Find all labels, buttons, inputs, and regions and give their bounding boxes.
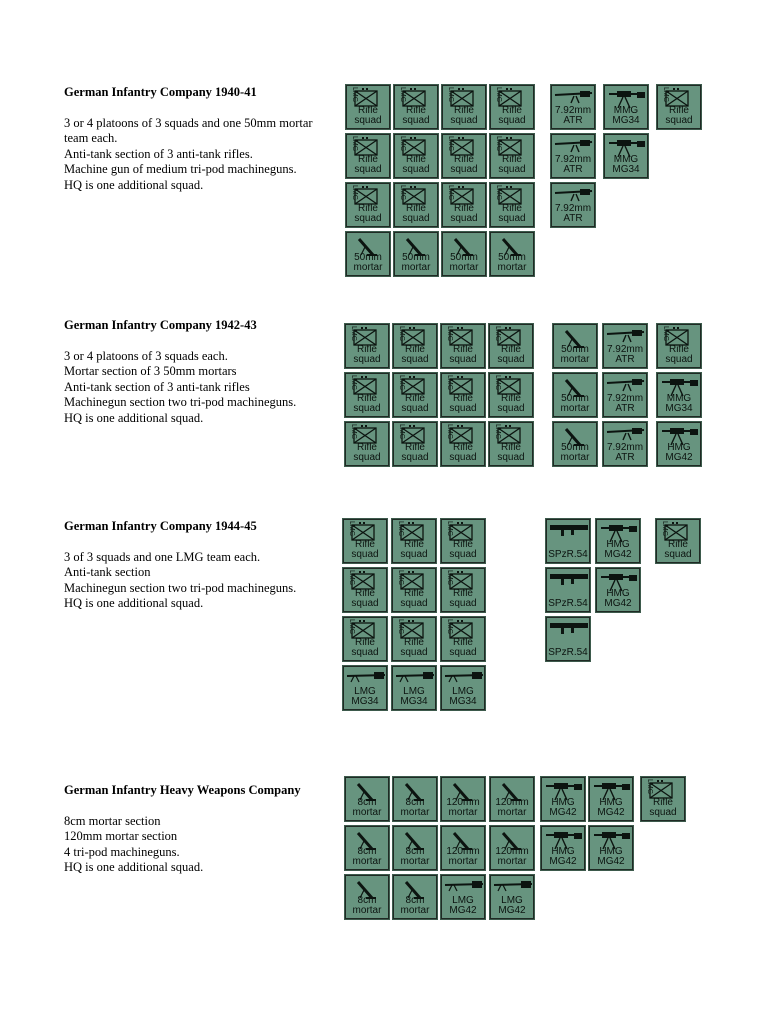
unit-counter bbox=[441, 875, 485, 919]
svg-text:LMG: LMG bbox=[351, 136, 358, 152]
svg-text:LMG: LMG bbox=[447, 87, 454, 103]
counter-label-line: MG42 bbox=[498, 905, 526, 916]
counter-label-line: squad bbox=[665, 354, 693, 365]
counter-label bbox=[491, 896, 533, 916]
counter-label bbox=[442, 798, 484, 818]
counter-label-line: MG42 bbox=[665, 452, 693, 463]
svg-text:LMG: LMG bbox=[446, 424, 453, 440]
description-line: HQ is one additional squad. bbox=[64, 177, 204, 192]
counter-label-line: 7.92mm bbox=[554, 154, 592, 165]
counter-label-line: 50mm bbox=[354, 252, 382, 263]
svg-text:LMG: LMG bbox=[348, 619, 355, 635]
counter-label-line: 8cm bbox=[405, 797, 425, 808]
counter-label-line: 50mm bbox=[450, 252, 478, 263]
counter-label-line: squad bbox=[449, 598, 477, 609]
counter-label-line: Rifle bbox=[354, 637, 375, 648]
counter-label-line: HMG bbox=[606, 539, 630, 550]
counter-label-line: squad bbox=[402, 213, 430, 224]
unit-counter bbox=[441, 826, 485, 870]
unit-counter bbox=[393, 826, 437, 870]
counter-label-line: Rifle bbox=[404, 442, 425, 453]
counter-label-line: squad bbox=[497, 452, 525, 463]
counter-label-line: MMG bbox=[613, 154, 639, 165]
counter-label-line: squad bbox=[649, 807, 677, 818]
counter-label-line: Rifle bbox=[452, 539, 473, 550]
counter-label bbox=[590, 798, 632, 818]
counter-label-line: Rifle bbox=[356, 442, 377, 453]
svg-text:LMG: LMG bbox=[350, 424, 357, 440]
counter-label-line: 7.92mm bbox=[606, 442, 644, 453]
counter-label-line: mortar bbox=[400, 807, 430, 818]
counter-label-line: mortar bbox=[449, 262, 479, 273]
counter-label-line: Rifle bbox=[452, 588, 473, 599]
unit-counter bbox=[490, 777, 534, 821]
counter-label-line: squad bbox=[498, 213, 526, 224]
unit-counter bbox=[589, 777, 633, 821]
counter-label-line: Rifle bbox=[500, 393, 521, 404]
counter-label-line: 50mm bbox=[561, 442, 589, 453]
description-line: Mortar section of 3 50mm mortars bbox=[64, 364, 237, 378]
svg-text:LMG: LMG bbox=[348, 570, 355, 586]
counter-label-line: Rifle bbox=[404, 344, 425, 355]
svg-text:LMG: LMG bbox=[397, 619, 404, 635]
counter-label-line: squad bbox=[449, 452, 477, 463]
unit-counter bbox=[393, 875, 437, 919]
counter-label-line: 7.92mm bbox=[554, 105, 592, 116]
counter-label-line: mortar bbox=[353, 262, 383, 273]
counter-label bbox=[491, 847, 533, 867]
counter-label-line: Rifle bbox=[501, 105, 522, 116]
counter-label-line: Rifle bbox=[452, 393, 473, 404]
description-line: Machinegun section two tri-pod machineguns. bbox=[64, 395, 297, 409]
svg-text:LMG: LMG bbox=[398, 326, 405, 342]
counter-label-line: MG42 bbox=[597, 807, 625, 818]
description-line: 120mm mortar section bbox=[64, 829, 178, 843]
unit-counter bbox=[490, 826, 534, 870]
counter-label-line: Rifle bbox=[453, 154, 474, 165]
svg-text:LMG: LMG bbox=[661, 521, 668, 537]
description-line: 3 or 4 platoons of 3 squads each. bbox=[64, 348, 228, 363]
counter-label-line: squad bbox=[498, 164, 526, 175]
counter-label-line: 50mm bbox=[561, 393, 589, 404]
counter-label-line: Rifle bbox=[668, 105, 689, 116]
counter-label-line: Rifle bbox=[354, 539, 375, 550]
counter-label-line: Rifle bbox=[405, 105, 426, 116]
counter-label bbox=[346, 896, 388, 916]
counter-label-line: squad bbox=[450, 164, 478, 175]
counter-label-line: MG34 bbox=[351, 696, 379, 707]
counter-label-line: mortar bbox=[448, 856, 478, 867]
counter-label-line: MG34 bbox=[449, 696, 477, 707]
counter-label bbox=[394, 847, 436, 867]
counter-label-line: squad bbox=[402, 115, 430, 126]
counter-label-line: MG34 bbox=[612, 115, 640, 126]
counter-label-line: squad bbox=[665, 115, 693, 126]
counter-label-line: ATR bbox=[563, 164, 583, 175]
svg-text:LMG: LMG bbox=[662, 326, 669, 342]
description-line: HQ is one additional squad. bbox=[64, 596, 204, 610]
counter-label-line: squad bbox=[402, 164, 430, 175]
description-line: 4 tri-pod machineguns. bbox=[64, 844, 180, 859]
counter-label-line: Rifle bbox=[356, 344, 377, 355]
unit-counter bbox=[441, 777, 485, 821]
svg-text:LMG: LMG bbox=[494, 375, 501, 391]
svg-text:LMG: LMG bbox=[495, 136, 502, 152]
counter-label bbox=[442, 847, 484, 867]
counter-label-line: HMG bbox=[599, 846, 623, 857]
company-description bbox=[64, 783, 339, 876]
counter-label-line: mortar bbox=[352, 905, 382, 916]
company-title: German Infantry Company 1944-45 bbox=[64, 519, 257, 533]
counter-label bbox=[590, 847, 632, 867]
svg-text:LMG: LMG bbox=[446, 326, 453, 342]
unit-counter bbox=[345, 777, 389, 821]
counter-label-line: squad bbox=[400, 647, 428, 658]
counter-label-line: squad bbox=[351, 549, 379, 560]
unit-counter bbox=[393, 777, 437, 821]
svg-text:LMG: LMG bbox=[351, 87, 358, 103]
counter-label-line: mortar bbox=[560, 354, 590, 365]
counter-label-line: MG42 bbox=[449, 905, 477, 916]
counter-label-line: SPzR.54 bbox=[548, 647, 588, 658]
counter-label-line: mortar bbox=[401, 262, 431, 273]
counter-label-line: SPzR.54 bbox=[548, 598, 588, 609]
unit-counter bbox=[490, 875, 534, 919]
counter-label bbox=[642, 798, 684, 818]
svg-text:LMG: LMG bbox=[350, 326, 357, 342]
counter-label-line: mortar bbox=[560, 403, 590, 414]
counter-label-line: squad bbox=[498, 115, 526, 126]
counter-label-line: squad bbox=[353, 354, 381, 365]
counter-label-line: LMG bbox=[452, 895, 474, 906]
counter-label-line: ATR bbox=[615, 354, 635, 365]
counter-label-line: HMG bbox=[667, 442, 691, 453]
counter-label-line: Rifle bbox=[500, 442, 521, 453]
svg-text:LMG: LMG bbox=[398, 375, 405, 391]
counter-label-line: mortar bbox=[400, 856, 430, 867]
counter-label-line: squad bbox=[400, 549, 428, 560]
counter-label-line: squad bbox=[497, 403, 525, 414]
counter-label-line: mortar bbox=[497, 262, 527, 273]
counter-label-line: LMG bbox=[452, 686, 474, 697]
counter-label-line: MG42 bbox=[604, 598, 632, 609]
counter-label-line: Rifle bbox=[668, 344, 689, 355]
svg-text:LMG: LMG bbox=[495, 87, 502, 103]
unit-counter bbox=[541, 777, 585, 821]
description-line: Anti-tank section of 3 anti-tank rifles. bbox=[64, 146, 253, 161]
svg-text:LMG: LMG bbox=[447, 136, 454, 152]
unit-counter bbox=[345, 875, 389, 919]
counter-label-line: Rifle bbox=[354, 588, 375, 599]
description-line: team each. bbox=[64, 131, 118, 145]
counter-label-line: 120mm bbox=[495, 846, 529, 857]
counter-label-line: Rifle bbox=[405, 203, 426, 214]
svg-text:LMG: LMG bbox=[446, 570, 453, 586]
counter-label bbox=[346, 847, 388, 867]
svg-text:LMG: LMG bbox=[348, 521, 355, 537]
counter-label-line: squad bbox=[450, 115, 478, 126]
counter-label-line: SPzR.54 bbox=[548, 549, 588, 560]
counter-label-line: squad bbox=[401, 354, 429, 365]
counter-label-line: mortar bbox=[400, 905, 430, 916]
counter-label-line: HMG bbox=[606, 588, 630, 599]
counter-label-line: MG34 bbox=[612, 164, 640, 175]
counter-label-line: 120mm bbox=[446, 846, 480, 857]
svg-text:LMG: LMG bbox=[397, 570, 404, 586]
svg-text:LMG: LMG bbox=[397, 521, 404, 537]
counter-label-line: squad bbox=[353, 403, 381, 414]
counter-label-line: MG42 bbox=[549, 807, 577, 818]
counter-label-line: Rifle bbox=[403, 637, 424, 648]
counter-label-line: mortar bbox=[497, 856, 527, 867]
counter-label bbox=[394, 896, 436, 916]
counter-label-line: 50mm bbox=[561, 344, 589, 355]
svg-text:LMG: LMG bbox=[447, 185, 454, 201]
counter-label-line: squad bbox=[449, 354, 477, 365]
counter-label-line: Rifle bbox=[500, 344, 521, 355]
company-title: German Infantry Company 1940-41 bbox=[64, 85, 257, 99]
counter-label-line: 50mm bbox=[498, 252, 526, 263]
svg-text:LMG: LMG bbox=[446, 521, 453, 537]
counter-label-line: squad bbox=[664, 549, 692, 560]
counter-label-line: MG42 bbox=[604, 549, 632, 560]
counter-label-line: squad bbox=[354, 115, 382, 126]
counter-label-line: 7.92mm bbox=[606, 344, 644, 355]
description-line: Anti-tank section bbox=[64, 565, 151, 579]
counter-label-line: Rifle bbox=[357, 203, 378, 214]
svg-text:LMG: LMG bbox=[494, 326, 501, 342]
counter-label-line: Rifle bbox=[453, 105, 474, 116]
counter-label-line: LMG bbox=[501, 895, 523, 906]
counter-label-line: Rifle bbox=[403, 539, 424, 550]
svg-text:LMG: LMG bbox=[646, 779, 653, 795]
counter-label-line: 8cm bbox=[357, 846, 377, 857]
counter-label-line: mortar bbox=[560, 452, 590, 463]
counter-label-line: MG42 bbox=[597, 856, 625, 867]
counter-label-line: squad bbox=[351, 647, 379, 658]
counter-label-line: ATR bbox=[615, 403, 635, 414]
counter-label bbox=[394, 798, 436, 818]
unit-counter bbox=[541, 826, 585, 870]
counter-label-line: 8cm bbox=[405, 846, 425, 857]
counter-label-line: 8cm bbox=[405, 895, 425, 906]
description-line: 3 or 4 platoons of 3 squads and one 50mm mortar bbox=[64, 115, 313, 130]
svg-text:LMG: LMG bbox=[399, 136, 406, 152]
description-line: HQ is one additional squad. bbox=[64, 410, 204, 425]
svg-text:LMG: LMG bbox=[350, 375, 357, 391]
counter-label-line: 8cm bbox=[357, 895, 377, 906]
counter-label-line: Rifle bbox=[667, 539, 688, 550]
counter-label-line: Rifle bbox=[405, 154, 426, 165]
svg-text:LMG: LMG bbox=[495, 185, 502, 201]
counter-label-line: ATR bbox=[563, 115, 583, 126]
counter-label-line: HMG bbox=[551, 797, 575, 808]
counter-label-line: 120mm bbox=[446, 797, 480, 808]
svg-text:LMG: LMG bbox=[399, 185, 406, 201]
description-line: HQ is one additional squad. bbox=[64, 860, 204, 874]
counter-label-line: squad bbox=[449, 403, 477, 414]
svg-text:LMG: LMG bbox=[446, 375, 453, 391]
svg-text:LMG: LMG bbox=[446, 619, 453, 635]
counter-label-line: squad bbox=[497, 354, 525, 365]
counter-label-line: 8cm bbox=[357, 797, 377, 808]
counter-label bbox=[346, 798, 388, 818]
counter-label-line: Rifle bbox=[501, 154, 522, 165]
counter-label-line: Rifle bbox=[403, 588, 424, 599]
counter-label-line: 7.92mm bbox=[606, 393, 644, 404]
unit-counter bbox=[589, 826, 633, 870]
counter-label-line: Rifle bbox=[357, 105, 378, 116]
counter-label-line: HMG bbox=[599, 797, 623, 808]
counter-label-line: squad bbox=[401, 403, 429, 414]
description-line: Machinegun section two tri-pod machineguns. bbox=[64, 580, 297, 595]
counter-label bbox=[442, 896, 484, 916]
counter-label-line: MG42 bbox=[549, 856, 577, 867]
counter-label-line: MMG bbox=[666, 393, 692, 404]
counter-label-line: Rifle bbox=[453, 203, 474, 214]
counter-label-line: Rifle bbox=[356, 393, 377, 404]
counter-label-line: squad bbox=[351, 598, 379, 609]
counter-label-line: squad bbox=[450, 213, 478, 224]
svg-text:LMG: LMG bbox=[399, 87, 406, 103]
unit-counter bbox=[345, 826, 389, 870]
counter-label-line: squad bbox=[354, 164, 382, 175]
counter-label-line: Rifle bbox=[452, 344, 473, 355]
counter-label-line: MMG bbox=[613, 105, 639, 116]
counter-label-line: Rifle bbox=[501, 203, 522, 214]
counter-label-line: Rifle bbox=[357, 154, 378, 165]
counter-label-line: mortar bbox=[352, 856, 382, 867]
counter-label-line: squad bbox=[401, 452, 429, 463]
unit-counter bbox=[641, 777, 685, 821]
description-line: Anti-tank section of 3 anti-tank rifles bbox=[64, 379, 250, 394]
counter-label-line: ATR bbox=[615, 452, 635, 463]
counter-label-line: ATR bbox=[563, 213, 583, 224]
counter-label-line: MG34 bbox=[665, 403, 693, 414]
counter-label-line: Rifle bbox=[452, 637, 473, 648]
counter-label-line: Rifle bbox=[652, 797, 673, 808]
company-title: German Infantry Heavy Weapons Company bbox=[64, 783, 301, 797]
description-line: Machine gun of medium tri-pod machineguns. bbox=[64, 162, 297, 176]
counter-label bbox=[542, 798, 584, 818]
description-line: 8cm mortar section bbox=[64, 813, 161, 828]
counter-label-line: 7.92mm bbox=[554, 203, 592, 214]
counter-label-line: MG34 bbox=[400, 696, 428, 707]
counter-label-line: squad bbox=[400, 598, 428, 609]
counter-label-line: LMG bbox=[403, 686, 425, 697]
svg-text:LMG: LMG bbox=[494, 424, 501, 440]
counter-label-line: squad bbox=[353, 452, 381, 463]
svg-text:LMG: LMG bbox=[351, 185, 358, 201]
counter-label-line: squad bbox=[449, 647, 477, 658]
counter-label-line: HMG bbox=[551, 846, 575, 857]
counter-label-line: Rifle bbox=[452, 442, 473, 453]
counter-label-line: mortar bbox=[497, 807, 527, 818]
counter-label bbox=[491, 798, 533, 818]
svg-text:LMG: LMG bbox=[398, 424, 405, 440]
counter-label-line: mortar bbox=[352, 807, 382, 818]
svg-text:LMG: LMG bbox=[662, 87, 669, 103]
counter-label-line: Rifle bbox=[404, 393, 425, 404]
counter-label-line: LMG bbox=[354, 686, 376, 697]
counter-label-line: mortar bbox=[448, 807, 478, 818]
counter-label-line: squad bbox=[449, 549, 477, 560]
counter-label-line: 50mm bbox=[402, 252, 430, 263]
counter-label bbox=[542, 847, 584, 867]
counter-label-line: 120mm bbox=[495, 797, 529, 808]
company-title: German Infantry Company 1942-43 bbox=[64, 318, 257, 332]
description-line: 3 of 3 squads and one LMG team each. bbox=[64, 549, 261, 564]
counter-label-line: squad bbox=[354, 213, 382, 224]
